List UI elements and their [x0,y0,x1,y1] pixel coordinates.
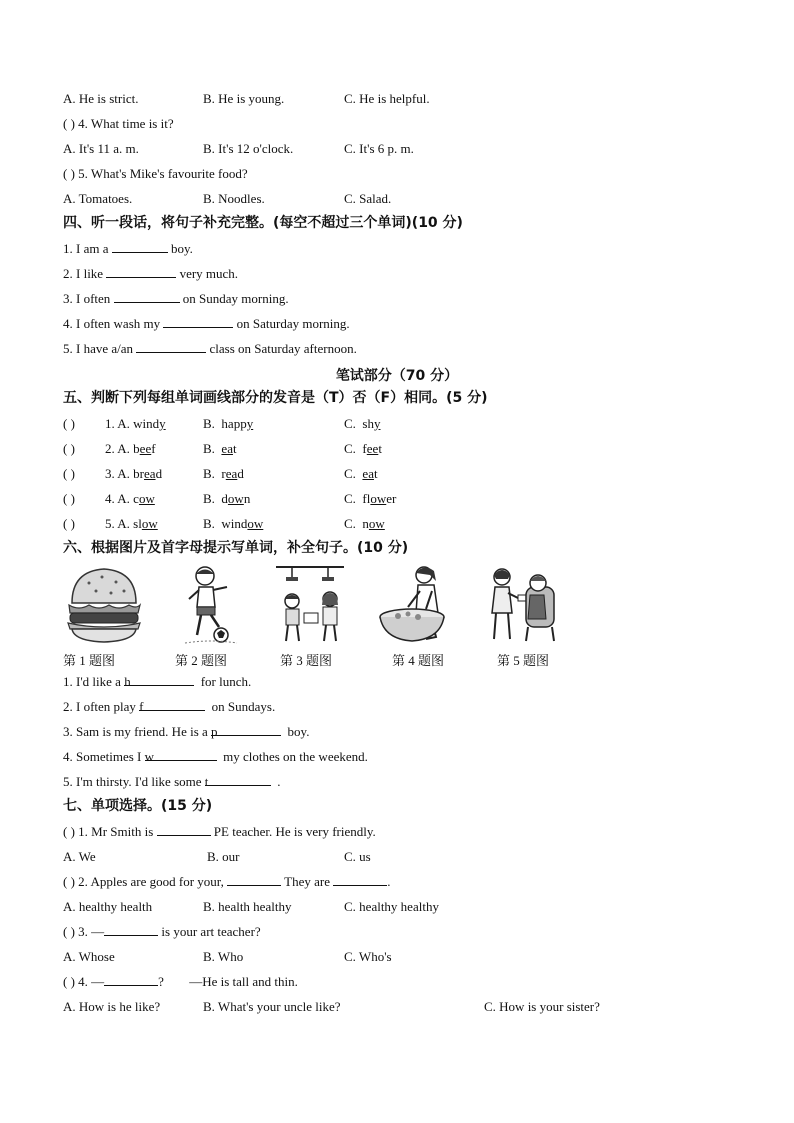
answer-paren: ( ) [63,491,75,506]
item-text: 3. Sam is my friend. He is a [63,724,208,739]
answer-paren: ( ) [63,824,75,839]
answer-paren: ( ) [63,441,75,456]
answer-blank[interactable] [163,315,233,328]
question-stem: PE teacher. He is very friendly. [213,824,376,839]
listening-q4 [63,115,174,133]
item-text: for lunch. [200,674,252,689]
item-text: 2. I often play [63,699,136,714]
part4-item [63,265,238,283]
item-text: very much. [179,266,239,281]
part6-item [63,698,275,716]
option-b: B. Noodles. [203,191,265,206]
answer-blank[interactable] [112,240,168,253]
part4-heading: 四、听一段话，将句子补充完整。(每空不超过三个单词)(10 分) [63,215,463,231]
washing-clothes-picture [378,563,460,645]
word-c: C. feet [344,441,382,456]
item-text: on Sundays. [211,699,276,714]
question-stem: 3. — [78,924,105,939]
part4-item [63,290,289,308]
hint-letter: f [139,699,144,714]
question-stem: . [387,874,391,889]
part4-item [63,340,357,358]
part7-heading: 七、单项选择。(15 分) [63,798,213,814]
word-c: C. now [344,516,385,531]
option-b: B. He is young. [203,91,285,106]
option-b: B. health healthy [203,899,292,914]
item-text: 4. Sometimes I [63,749,142,764]
choice-q4 [63,973,298,991]
word-c: C. eat [344,466,378,481]
question-stem: 2. Apples are good for your, [78,874,224,889]
hint-letter: w [144,749,154,764]
word-b: B. happy [203,416,254,431]
question-stem: 4. — [78,974,105,989]
choice-q3 [63,923,261,941]
option-a: A. It's 11 a. m. [63,141,139,156]
hint-letter: t [204,774,209,789]
answer-blank[interactable] [139,698,205,714]
answer-blank[interactable] [104,973,158,986]
item-text: 1. I am a [63,241,109,256]
part4-item [63,240,193,258]
picture-caption: 第 4 题图 [392,653,445,668]
question-stem: 1. Mr Smith is [78,824,154,839]
answer-blank[interactable] [144,748,217,764]
option-c: C. healthy healthy [344,899,439,914]
part6-heading: 六、根据图片及首字母提示写单词，补全句子。(10 分) [63,540,409,556]
item-text: . [277,774,281,789]
item-text: boy. [287,724,310,739]
item-text: 5. I have a/an [63,341,134,356]
item-text: class on Saturday afternoon. [209,341,357,356]
answer-paren: ( ) [63,924,75,939]
picture-caption: 第 5 题图 [497,653,550,668]
word-c: C. shy [344,416,381,431]
listening-q5 [63,165,248,183]
picture-caption: 第 2 题图 [175,653,228,668]
part4-item [63,315,350,333]
answer-blank[interactable] [204,773,271,789]
hint-letter: h [124,674,131,689]
item-text: on Saturday morning. [236,316,350,331]
answer-blank[interactable] [124,673,194,689]
answer-blank[interactable] [227,873,281,886]
answer-blank[interactable] [136,340,206,353]
option-c: C. How is your sister? [484,999,600,1014]
word-b: B. eat [203,441,237,456]
item-text: 3. I often [63,291,111,306]
choice-q1 [63,823,376,841]
word-a: 2. A. beef [105,441,156,456]
answer-blank[interactable] [104,923,158,936]
option-c: C. us [344,849,371,864]
word-a: 1. A. windy [105,416,166,431]
item-text: 4. I often wash my [63,316,161,331]
option-a: A. How is he like? [63,999,161,1014]
word-a: 5. A. slow [105,516,158,531]
section-title: 笔试部分（70 分） [335,368,459,384]
answer-paren: ( ) [63,466,75,481]
answer-blank[interactable] [157,823,211,836]
option-c: C. Who's [344,949,392,964]
option-c: C. It's 6 p. m. [344,141,414,156]
word-a: 4. A. cow [105,491,155,506]
item-text: boy. [170,241,193,256]
item-text: on Sunday morning. [182,291,289,306]
children-helping-picture [274,563,346,645]
hint-letter: p [211,724,218,739]
picture-caption: 第 1 题图 [63,653,116,668]
option-a: A. He is strict. [63,91,139,106]
question-stem: 4. What time is it? [78,116,174,131]
option-c: C. He is helpful. [344,91,430,106]
answer-paren: ( ) [63,974,75,989]
answer-paren: ( ) [63,874,75,889]
part6-item [63,673,251,691]
option-a: A. We [63,849,96,864]
answer-text: —He is tall and thin. [189,974,298,989]
question-stem: 5. What's Mike's favourite food? [78,166,248,181]
option-b: B. our [207,849,240,864]
answer-blank[interactable] [114,290,180,303]
option-b: B. Who [203,949,244,964]
word-a: 3. A. bread [105,466,163,481]
option-b: B. It's 12 o'clock. [203,141,294,156]
word-c: C. flower [344,491,397,506]
option-b: B. What's your uncle like? [203,999,341,1014]
serving-tea-picture [486,563,558,645]
picture-caption: 第 3 题图 [280,653,333,668]
word-b: B. window [203,516,264,531]
option-a: A. Tomatoes. [63,191,133,206]
boy-football-picture [183,563,239,645]
part6-item [63,773,281,791]
answer-paren: ( ) [63,516,75,531]
word-b: B. down [203,491,251,506]
choice-q2 [63,873,390,891]
item-text: 2. I like [63,266,104,281]
item-text: 5. I'm thirsty. I'd like some [63,774,202,789]
item-text: my clothes on the weekend. [223,749,368,764]
question-stem: ? [158,974,164,989]
item-text: 1. I'd like a [63,674,121,689]
option-c: C. Salad. [344,191,392,206]
option-a: A. healthy health [63,899,153,914]
answer-blank[interactable] [211,723,281,739]
word-b: B. read [203,466,244,481]
part6-item [63,723,309,741]
part6-item [63,748,368,766]
part5-heading: 五、判断下列每组单词画线部分的发音是（T）否（F）相同。(5 分) [63,390,488,406]
question-stem: is your art teacher? [161,924,261,939]
option-a: A. Whose [63,949,115,964]
answer-paren: ( ) [63,416,75,431]
answer-paren: ( ) [63,116,75,131]
answer-blank[interactable] [333,873,387,886]
hamburger-picture [64,563,144,645]
answer-blank[interactable] [106,265,176,278]
answer-paren: ( ) [63,166,75,181]
question-stem: They are [284,874,330,889]
